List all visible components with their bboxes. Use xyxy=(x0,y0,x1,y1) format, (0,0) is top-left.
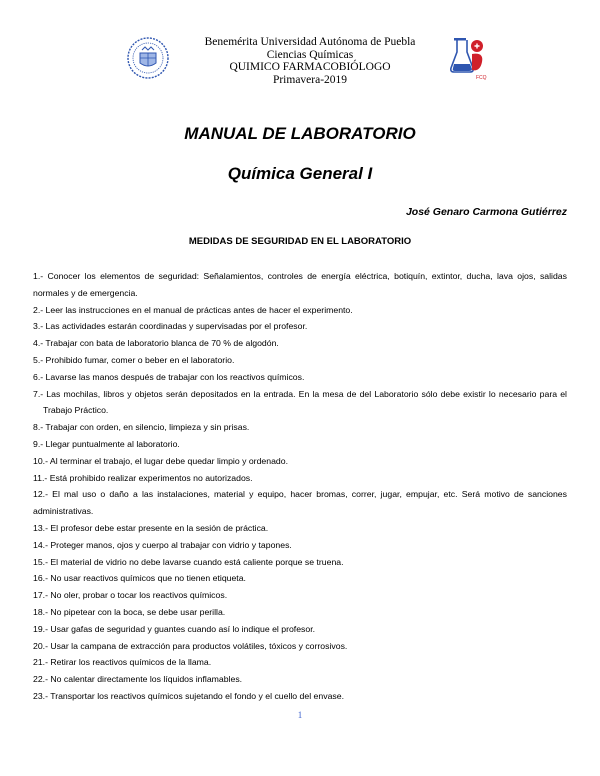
course-title: Química General I xyxy=(227,164,373,183)
rule-item: 2.- Leer las instrucciones en el manual de prácticas antes de hacer el experimento. xyxy=(33,304,353,315)
rule-item: 16.- No usar reactivos químicos que no tienen etiqueta. xyxy=(33,573,246,584)
rule-item: 5.- Prohibido fumar, comer o beber en el laboratorio. xyxy=(33,354,235,365)
program-name: QUIMICO FARMACOBIÓLOGO xyxy=(229,61,391,74)
rule-item: 15.- El material de vidrio no debe lavarse cuando está caliente porque se truena. xyxy=(33,556,344,567)
rule-item: 10.- Al terminar el trabajo, el lugar debe quedar limpio y ordenado. xyxy=(33,455,288,466)
rule-item: 23.- Transportar los reactivos químicos sujetando el fondo y el cuello del envase. xyxy=(33,690,344,701)
rule-item: 7.- Las mochilas, libros y objetos serán depositados en la entrada. En la mesa de del Laboratorio sólo debe existir lo necesario para el Trabajo Práctico. xyxy=(33,388,567,416)
term-label: Primavera-2019 xyxy=(272,73,348,86)
institution-block xyxy=(160,36,460,86)
rule-item: 19.- Usar gafas de seguridad y guantes cuando así lo indique el profesor. xyxy=(33,623,316,634)
rule-item: 1.- Conocer los elementos de seguridad: Señalamientos, controles de energía eléctrica, botiquín, extintor, ducha, lava ojos, salidas normales y de emergencia. xyxy=(33,271,567,298)
rule-item: 8.- Trabajar con orden, en silencio, limpieza y sin prisas. xyxy=(33,422,250,433)
rule-item: 22.- No calentar directamente los líquidos inflamables. xyxy=(33,674,243,685)
rule-item: 4.- Trabajar con bata de laboratorio blanca de 70 % de algodón. xyxy=(33,338,279,349)
page-number: 1 xyxy=(297,710,303,720)
rule-item: 21.- Retirar los reactivos químicos de la llama. xyxy=(33,657,212,668)
rule-item: 6.- Lavarse las manos después de trabajar con los reactivos químicos. xyxy=(33,371,305,382)
rule-item: 3.- Las actividades estarán coordinadas y supervisadas por el profesor. xyxy=(33,321,308,332)
section-heading: MEDIDAS DE SEGURIDAD EN EL LABORATORIO xyxy=(188,236,412,247)
author-name: José Genaro Carmona Gutiérrez xyxy=(405,206,567,218)
rule-item: 11.- Está prohibido realizar experimentos no autorizados. xyxy=(33,472,253,483)
faculty-name: Ciencias Químicas xyxy=(266,48,354,61)
rule-item: 20.- Usar la campana de extracción para productos volátiles, tóxicos y corrosivos. xyxy=(33,640,348,651)
university-name: Benemérita Universidad Autónoma de Puebla xyxy=(204,36,416,48)
rule-item: 13.- El profesor debe estar presente en la sesión de práctica. xyxy=(33,522,269,533)
rule-item: 12.- El mal uso o daño a las instalaciones, material y equipo, hacer bromas, correr, jugar, empujar, etc. Será motivo de sanciones administrativas. xyxy=(33,489,567,517)
rule-item: 17.- No oler, probar o tocar los reactivos químicos. xyxy=(33,590,228,601)
chemistry-faculty-logo xyxy=(450,36,488,82)
rule-item: 14.- Proteger manos, ojos y cuerpo al trabajar con vidrio y tapones. xyxy=(33,539,292,550)
rule-item: 9.- Llegar puntualmente al laboratorio. xyxy=(33,438,180,449)
rule-item: 18.- No pipetear con la boca, se debe usar perilla. xyxy=(33,606,226,617)
manual-title: MANUAL DE LABORATORIO xyxy=(184,124,416,143)
svg-text:FCQ: FCQ xyxy=(476,75,487,81)
safety-rules-list xyxy=(33,268,567,705)
